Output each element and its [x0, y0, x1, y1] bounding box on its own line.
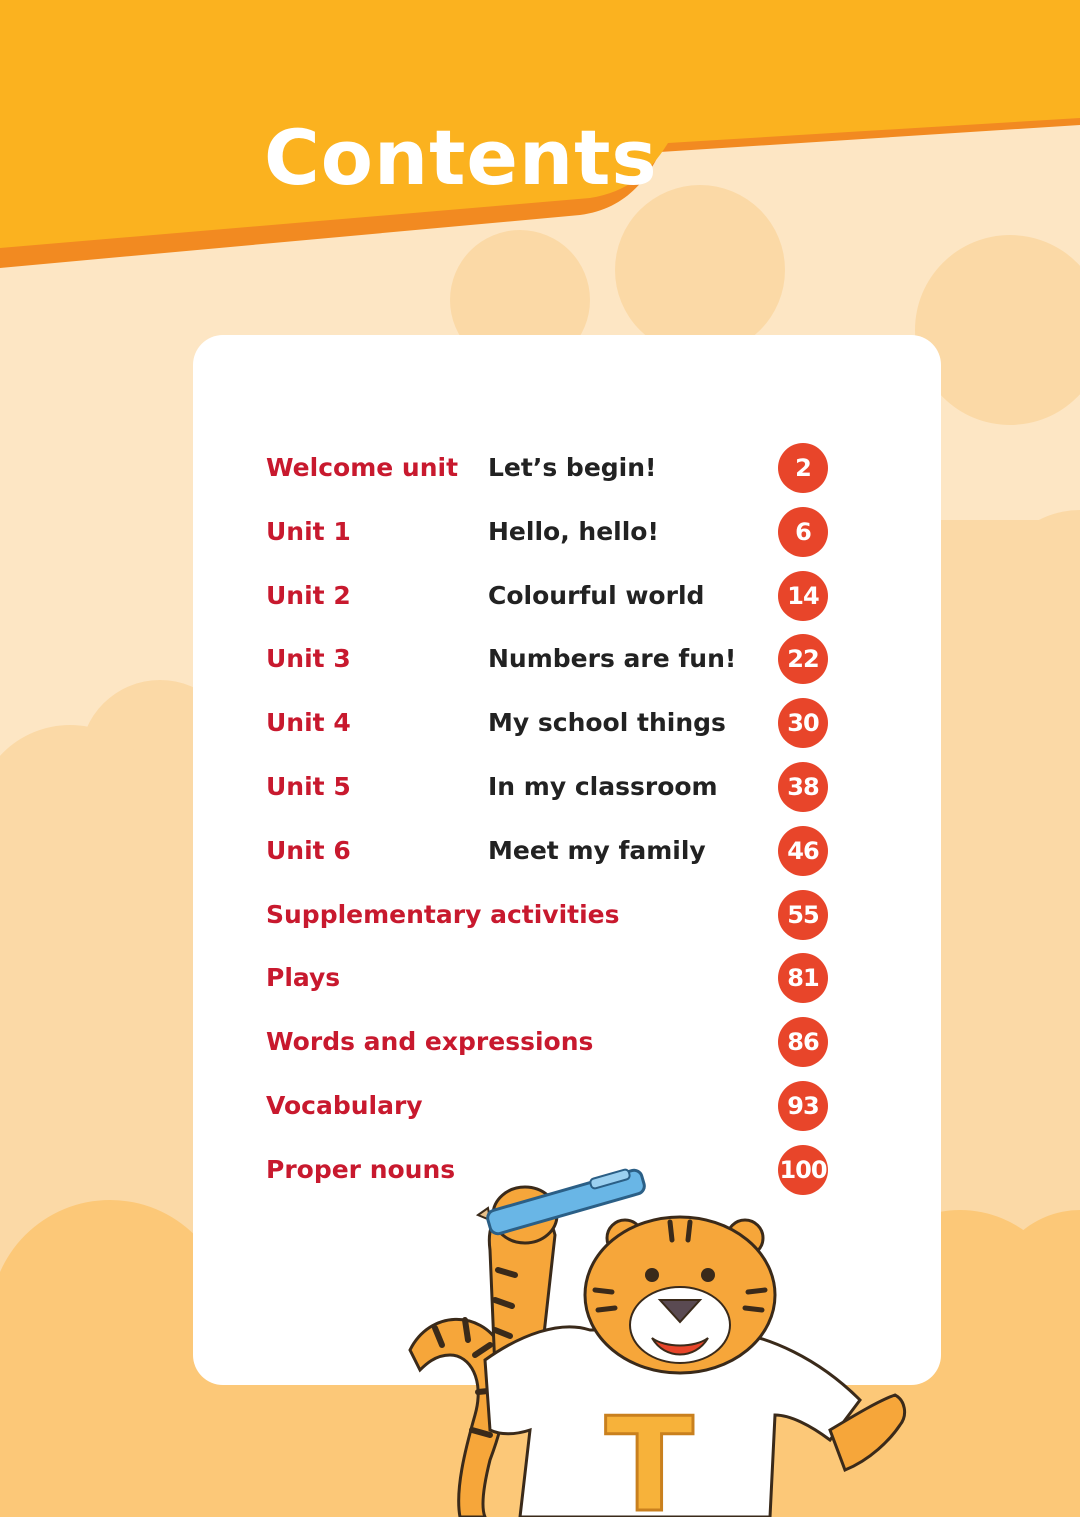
toc-entry-unit-2[interactable] — [266, 563, 836, 627]
toc-page-number-badge[interactable]: 81 — [778, 953, 828, 1003]
toc-unit-label: Unit 5 — [266, 771, 351, 801]
toc-unit-title: Let’s begin! — [488, 453, 657, 482]
toc-page-number-badge[interactable]: 6 — [778, 507, 828, 557]
toc-page-number-badge[interactable]: 38 — [778, 762, 828, 812]
toc-entry-unit-3[interactable] — [266, 626, 836, 690]
toc-entry-plays[interactable] — [266, 945, 836, 1009]
toc-unit-title: My school things — [488, 708, 726, 738]
toc-unit-title: Colourful world — [488, 580, 705, 610]
toc-unit-label: Welcome unit — [266, 453, 459, 482]
toc-unit-label: Unit 6 — [266, 835, 351, 865]
toc-section-label: Words and expressions — [266, 1027, 594, 1057]
toc-page-number-badge[interactable]: 2 — [778, 443, 828, 493]
toc-unit-label: Unit 4 — [266, 708, 351, 738]
toc-unit-label: Unit 3 — [266, 644, 351, 674]
toc-page-number-badge[interactable]: 14 — [778, 571, 828, 621]
toc-entry-words-and-expressions[interactable] — [266, 1009, 836, 1073]
toc-entry-welcome-unit[interactable] — [266, 435, 836, 499]
toc-unit-title: Meet my family — [488, 835, 706, 865]
toc-section-label: Vocabulary — [266, 1090, 423, 1120]
toc-page-number-badge[interactable]: 46 — [778, 826, 828, 876]
toc-entry-unit-4[interactable] — [266, 690, 836, 754]
toc-unit-label: Unit 1 — [266, 516, 351, 546]
toc-unit-title: In my classroom — [488, 771, 718, 801]
toc-unit-title: Numbers are fun! — [488, 644, 737, 674]
toc-section-label: Supplementary activities — [266, 899, 620, 929]
toc-page-number-badge[interactable]: 93 — [778, 1081, 828, 1131]
table-of-contents — [266, 435, 836, 1201]
shirt-letter-t: T — [605, 1389, 694, 1517]
toc-page-number-badge[interactable]: 100 — [778, 1145, 828, 1195]
toc-entry-unit-6[interactable] — [266, 818, 836, 882]
page-title: Contents — [264, 113, 658, 202]
tiger-eye-right — [701, 1268, 715, 1282]
toc-entry-vocabulary[interactable] — [266, 1073, 836, 1137]
tiger-eye-left — [645, 1268, 659, 1282]
toc-page-number-badge[interactable]: 86 — [778, 1017, 828, 1067]
toc-page-number-badge[interactable]: 30 — [778, 698, 828, 748]
toc-entry-unit-1[interactable] — [266, 499, 836, 563]
toc-entry-supplementary-activities[interactable] — [266, 882, 836, 946]
toc-section-label: Plays — [266, 963, 341, 993]
toc-section-label: Proper nouns — [266, 1154, 456, 1184]
tiger-mascot-illustration — [390, 1160, 910, 1517]
toc-unit-title: Hello, hello! — [488, 516, 659, 546]
toc-entry-unit-5[interactable] — [266, 754, 836, 818]
toc-unit-label: Unit 2 — [266, 580, 351, 610]
toc-page-number-badge[interactable]: 55 — [778, 890, 828, 940]
toc-page-number-badge[interactable]: 22 — [778, 634, 828, 684]
